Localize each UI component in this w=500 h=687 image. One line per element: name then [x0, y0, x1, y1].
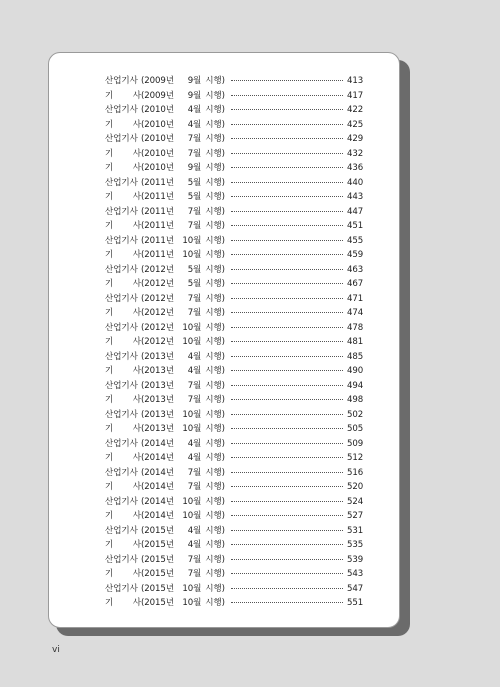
exam-month: 10월: [182, 598, 202, 608]
exam-kind: 기 사: [105, 366, 141, 376]
exam-month: 4월: [187, 438, 202, 449]
toc-entry[interactable]: [105, 132, 363, 147]
dot-leader: [231, 414, 343, 415]
exam-year: 2012년: [144, 293, 174, 304]
page-ref: 509: [347, 438, 364, 449]
exam-kind: 산업기사: [105, 467, 138, 478]
toc-entry[interactable]: [105, 118, 363, 133]
exam-kind: 산업기사: [105, 235, 138, 246]
exam-label: 시행): [205, 569, 225, 579]
page-number: vi: [52, 645, 60, 655]
dot-leader: [231, 124, 343, 125]
exam-year: 2011년: [144, 192, 174, 202]
exam-year: 2013년: [144, 380, 174, 391]
dot-leader: [231, 269, 343, 270]
dot-leader: [231, 515, 343, 516]
page-ref: 474: [347, 308, 364, 318]
exam-kind: 기 사: [105, 90, 141, 101]
exam-label: 시행): [205, 105, 225, 115]
exam-label: 시행): [205, 134, 225, 144]
dot-leader: [231, 327, 343, 328]
page-ref: 425: [347, 119, 364, 130]
exam-year: 2010년: [144, 134, 174, 144]
dot-leader: [231, 153, 343, 154]
exam-month: 7월: [187, 134, 202, 144]
toc-entry[interactable]: [105, 176, 363, 191]
toc-entry[interactable]: [105, 437, 363, 452]
open-paren: (: [141, 424, 145, 434]
page-ref: 440: [347, 177, 364, 188]
toc-entry[interactable]: [105, 364, 363, 379]
exam-year: 2014년: [144, 511, 174, 521]
exam-label: 시행): [205, 453, 225, 463]
toc-entry[interactable]: [105, 538, 363, 553]
exam-label: 시행): [205, 337, 225, 347]
exam-month: 10월: [182, 583, 202, 594]
dot-leader: [231, 385, 343, 386]
exam-year: 2013년: [144, 366, 174, 376]
page-ref: 535: [347, 540, 364, 550]
exam-month: 9월: [187, 90, 202, 101]
exam-month: 9월: [187, 76, 202, 86]
dot-leader: [231, 240, 343, 241]
page-ref: 527: [347, 511, 364, 521]
open-paren: (: [141, 583, 145, 594]
page-ref: 478: [347, 322, 364, 333]
page-ref: 417: [347, 90, 364, 101]
exam-label: 시행): [205, 235, 225, 246]
exam-month: 9월: [187, 163, 202, 173]
exam-year: 2009년: [144, 90, 174, 101]
exam-kind: 산업기사: [105, 322, 138, 333]
exam-kind: 기 사: [105, 250, 141, 260]
exam-kind: 산업기사: [105, 554, 138, 565]
open-paren: (: [141, 337, 145, 347]
open-paren: (: [141, 380, 145, 391]
dot-leader: [231, 472, 343, 473]
open-paren: (: [141, 496, 145, 507]
exam-month: 7월: [187, 148, 202, 159]
exam-label: 시행): [205, 380, 225, 391]
exam-kind: 산업기사: [105, 525, 138, 536]
page-ref: 443: [347, 192, 364, 202]
exam-kind: 산업기사: [105, 409, 138, 420]
exam-year: 2015년: [144, 554, 174, 565]
exam-year: 2013년: [144, 424, 174, 434]
exam-label: 시행): [205, 438, 225, 449]
open-paren: (: [141, 308, 145, 318]
exam-month: 4월: [187, 119, 202, 130]
toc-entry[interactable]: [105, 466, 363, 481]
dot-leader: [231, 341, 343, 342]
page-ref: 543: [347, 569, 364, 579]
dot-leader: [231, 80, 343, 81]
exam-month: 10월: [182, 337, 202, 347]
toc-entry[interactable]: [105, 567, 363, 582]
dot-leader: [231, 95, 343, 96]
exam-month: 7월: [187, 221, 202, 231]
exam-year: 2011년: [144, 206, 174, 217]
exam-year: 2011년: [144, 235, 174, 246]
exam-year: 2014년: [144, 453, 174, 463]
open-paren: (: [141, 395, 145, 405]
exam-label: 시행): [205, 351, 225, 362]
exam-month: 10월: [182, 424, 202, 434]
exam-label: 시행): [205, 482, 225, 492]
toc-entry[interactable]: [105, 89, 363, 104]
dot-leader: [231, 182, 343, 183]
exam-year: 2011년: [144, 221, 174, 231]
exam-month: 4월: [187, 366, 202, 376]
exam-month: 10월: [182, 250, 202, 260]
exam-kind: 산업기사: [105, 264, 138, 275]
toc-entry[interactable]: [105, 103, 363, 118]
exam-label: 시행): [205, 221, 225, 231]
toc-entry[interactable]: [105, 205, 363, 220]
exam-kind: 기 사: [105, 482, 141, 492]
exam-year: 2015년: [144, 525, 174, 536]
open-paren: (: [141, 322, 145, 333]
exam-month: 4월: [187, 540, 202, 550]
toc-entry[interactable]: [105, 350, 363, 365]
dot-leader: [231, 109, 343, 110]
page-ref: 429: [347, 134, 364, 144]
exam-month: 10월: [182, 409, 202, 420]
exam-month: 7월: [187, 293, 202, 304]
open-paren: (: [141, 351, 145, 362]
toc-entry[interactable]: [105, 451, 363, 466]
toc-entry[interactable]: [105, 480, 363, 495]
exam-label: 시행): [205, 496, 225, 507]
exam-kind: 산업기사: [105, 177, 138, 188]
open-paren: (: [141, 235, 145, 246]
page-ref: 471: [347, 293, 364, 304]
open-paren: (: [141, 90, 145, 101]
exam-kind: 산업기사: [105, 438, 138, 449]
open-paren: (: [141, 409, 145, 420]
open-paren: (: [141, 264, 145, 275]
exam-label: 시행): [205, 467, 225, 478]
dot-leader: [231, 602, 343, 603]
page-ref: 467: [347, 279, 364, 289]
toc-entry[interactable]: [105, 306, 363, 321]
exam-year: 2013년: [144, 409, 174, 420]
dot-leader: [231, 211, 343, 212]
page-ref: 422: [347, 105, 364, 115]
exam-month: 7월: [187, 554, 202, 565]
exam-label: 시행): [205, 409, 225, 420]
dot-leader: [231, 544, 343, 545]
exam-month: 5월: [187, 279, 202, 289]
exam-kind: 기 사: [105, 337, 141, 347]
toc-entry[interactable]: [105, 596, 363, 611]
toc-entry[interactable]: [105, 379, 363, 394]
page-ref: 531: [347, 525, 364, 536]
exam-label: 시행): [205, 322, 225, 333]
page-ref: 498: [347, 395, 364, 405]
toc-entry[interactable]: [105, 335, 363, 350]
exam-year: 2010년: [144, 105, 174, 115]
exam-label: 시행): [205, 540, 225, 550]
exam-label: 시행): [205, 424, 225, 434]
exam-kind: 기 사: [105, 424, 141, 434]
open-paren: (: [141, 192, 145, 202]
exam-label: 시행): [205, 511, 225, 521]
exam-label: 시행): [205, 90, 225, 101]
exam-year: 2011년: [144, 177, 174, 188]
toc-entry[interactable]: [105, 393, 363, 408]
dot-leader: [231, 370, 343, 371]
page-ref: 512: [347, 453, 364, 463]
exam-kind: 기 사: [105, 511, 141, 521]
toc-entry[interactable]: [105, 495, 363, 510]
exam-label: 시행): [205, 279, 225, 289]
open-paren: (: [141, 279, 145, 289]
exam-year: 2013년: [144, 351, 174, 362]
toc-entry[interactable]: [105, 509, 363, 524]
exam-year: 2012년: [144, 279, 174, 289]
page-ref: 451: [347, 221, 364, 231]
exam-label: 시행): [205, 293, 225, 304]
open-paren: (: [141, 105, 145, 115]
exam-month: 5월: [187, 177, 202, 188]
exam-label: 시행): [205, 395, 225, 405]
exam-kind: 기 사: [105, 453, 141, 463]
exam-year: 2010년: [144, 119, 174, 130]
exam-year: 2014년: [144, 438, 174, 449]
page-ref: 413: [347, 76, 364, 86]
exam-month: 5월: [187, 264, 202, 275]
dot-leader: [231, 225, 343, 226]
dot-leader: [231, 486, 343, 487]
open-paren: (: [141, 569, 145, 579]
open-paren: (: [141, 76, 145, 86]
exam-year: 2012년: [144, 264, 174, 275]
exam-kind: 기 사: [105, 163, 141, 173]
open-paren: (: [141, 221, 145, 231]
dot-leader: [231, 530, 343, 531]
open-paren: (: [141, 525, 145, 536]
toc-entry[interactable]: [105, 582, 363, 597]
toc-entry[interactable]: [105, 248, 363, 263]
open-paren: (: [141, 134, 145, 144]
exam-month: 10월: [182, 511, 202, 521]
exam-kind: 산업기사: [105, 351, 138, 362]
exam-year: 2011년: [144, 250, 174, 260]
exam-kind: 기 사: [105, 598, 141, 608]
exam-label: 시행): [205, 206, 225, 217]
exam-month: 7월: [187, 467, 202, 478]
open-paren: (: [141, 148, 145, 159]
exam-month: 5월: [187, 192, 202, 202]
dot-leader: [231, 428, 343, 429]
open-paren: (: [141, 554, 145, 565]
page-ref: 520: [347, 482, 364, 492]
exam-month: 7월: [187, 206, 202, 217]
exam-month: 10월: [182, 496, 202, 507]
page-ref: 516: [347, 467, 364, 478]
toc-entry[interactable]: [105, 74, 363, 89]
open-paren: (: [141, 467, 145, 478]
toc-entry[interactable]: [105, 408, 363, 423]
exam-month: 7월: [187, 569, 202, 579]
dot-leader: [231, 457, 343, 458]
dot-leader: [231, 283, 343, 284]
exam-kind: 산업기사: [105, 380, 138, 391]
exam-label: 시행): [205, 264, 225, 275]
toc-entry[interactable]: [105, 263, 363, 278]
exam-year: 2014년: [144, 496, 174, 507]
exam-year: 2015년: [144, 583, 174, 594]
open-paren: (: [141, 598, 145, 608]
open-paren: (: [141, 163, 145, 173]
exam-kind: 산업기사: [105, 496, 138, 507]
dot-leader: [231, 312, 343, 313]
toc-list: [105, 74, 363, 611]
open-paren: (: [141, 206, 145, 217]
dot-leader: [231, 356, 343, 357]
dot-leader: [231, 254, 343, 255]
toc-entry[interactable]: [105, 321, 363, 336]
toc-entry[interactable]: [105, 277, 363, 292]
exam-label: 시행): [205, 554, 225, 565]
exam-label: 시행): [205, 366, 225, 376]
exam-month: 4월: [187, 453, 202, 463]
exam-year: 2009년: [144, 76, 174, 86]
exam-label: 시행): [205, 119, 225, 130]
exam-label: 시행): [205, 525, 225, 536]
exam-month: 7월: [187, 395, 202, 405]
exam-label: 시행): [205, 598, 225, 608]
page-ref: 502: [347, 409, 364, 420]
exam-year: 2012년: [144, 337, 174, 347]
exam-kind: 기 사: [105, 569, 141, 579]
open-paren: (: [141, 482, 145, 492]
exam-label: 시행): [205, 148, 225, 159]
exam-kind: 기 사: [105, 148, 141, 159]
exam-month: 7월: [187, 380, 202, 391]
page-ref: 539: [347, 554, 364, 565]
exam-label: 시행): [205, 250, 225, 260]
dot-leader: [231, 588, 343, 589]
exam-label: 시행): [205, 192, 225, 202]
exam-year: 2015년: [144, 569, 174, 579]
exam-kind: 기 사: [105, 540, 141, 550]
exam-label: 시행): [205, 583, 225, 594]
open-paren: (: [141, 250, 145, 260]
toc-entry[interactable]: [105, 234, 363, 249]
toc-card: [48, 52, 400, 628]
page-ref: 524: [347, 496, 364, 507]
page-ref: 494: [347, 380, 364, 391]
exam-label: 시행): [205, 163, 225, 173]
dot-leader: [231, 443, 343, 444]
exam-year: 2014년: [144, 467, 174, 478]
exam-kind: 산업기사: [105, 293, 138, 304]
exam-year: 2012년: [144, 308, 174, 318]
page-ref: 455: [347, 235, 364, 246]
toc-entry[interactable]: [105, 147, 363, 162]
exam-kind: 기 사: [105, 395, 141, 405]
toc-entry[interactable]: [105, 161, 363, 176]
toc-entry[interactable]: [105, 219, 363, 234]
page-ref: 481: [347, 337, 364, 347]
dot-leader: [231, 501, 343, 502]
exam-kind: 기 사: [105, 119, 141, 130]
open-paren: (: [141, 438, 145, 449]
exam-kind: 산업기사: [105, 206, 138, 217]
dot-leader: [231, 196, 343, 197]
open-paren: (: [141, 366, 145, 376]
exam-kind: 산업기사: [105, 583, 138, 594]
toc-entry[interactable]: [105, 524, 363, 539]
dot-leader: [231, 559, 343, 560]
open-paren: (: [141, 540, 145, 550]
exam-kind: 기 사: [105, 192, 141, 202]
page-ref: 432: [347, 148, 364, 159]
exam-kind: 산업기사: [105, 105, 138, 115]
exam-year: 2010년: [144, 163, 174, 173]
page-ref: 490: [347, 366, 364, 376]
exam-kind: 산업기사: [105, 134, 138, 144]
exam-label: 시행): [205, 308, 225, 318]
dot-leader: [231, 138, 343, 139]
dot-leader: [231, 298, 343, 299]
toc-entry[interactable]: [105, 422, 363, 437]
exam-kind: 기 사: [105, 279, 141, 289]
page-ref: 447: [347, 206, 364, 217]
exam-label: 시행): [205, 76, 225, 86]
page-ref: 459: [347, 250, 364, 260]
exam-year: 2015년: [144, 540, 174, 550]
page-ref: 505: [347, 424, 364, 434]
open-paren: (: [141, 453, 145, 463]
exam-month: 7월: [187, 308, 202, 318]
exam-month: 7월: [187, 482, 202, 492]
page-ref: 551: [347, 598, 364, 608]
exam-year: 2014년: [144, 482, 174, 492]
exam-year: 2012년: [144, 322, 174, 333]
exam-year: 2013년: [144, 395, 174, 405]
dot-leader: [231, 399, 343, 400]
exam-kind: 기 사: [105, 308, 141, 318]
exam-month: 10월: [182, 235, 202, 246]
page-ref: 463: [347, 264, 364, 275]
exam-year: 2015년: [144, 598, 174, 608]
open-paren: (: [141, 511, 145, 521]
dot-leader: [231, 167, 343, 168]
toc-entry[interactable]: [105, 292, 363, 307]
toc-entry[interactable]: [105, 190, 363, 205]
exam-kind: 기 사: [105, 221, 141, 231]
exam-label: 시행): [205, 177, 225, 188]
dot-leader: [231, 573, 343, 574]
toc-entry[interactable]: [105, 553, 363, 568]
exam-month: 10월: [182, 322, 202, 333]
open-paren: (: [141, 293, 145, 304]
exam-month: 4월: [187, 525, 202, 536]
open-paren: (: [141, 177, 145, 188]
open-paren: (: [141, 119, 145, 130]
exam-month: 4월: [187, 351, 202, 362]
exam-year: 2010년: [144, 148, 174, 159]
exam-kind: 산업기사: [105, 76, 138, 86]
page-ref: 485: [347, 351, 364, 362]
page-ref: 436: [347, 163, 364, 173]
exam-month: 4월: [187, 105, 202, 115]
page-ref: 547: [347, 583, 364, 594]
